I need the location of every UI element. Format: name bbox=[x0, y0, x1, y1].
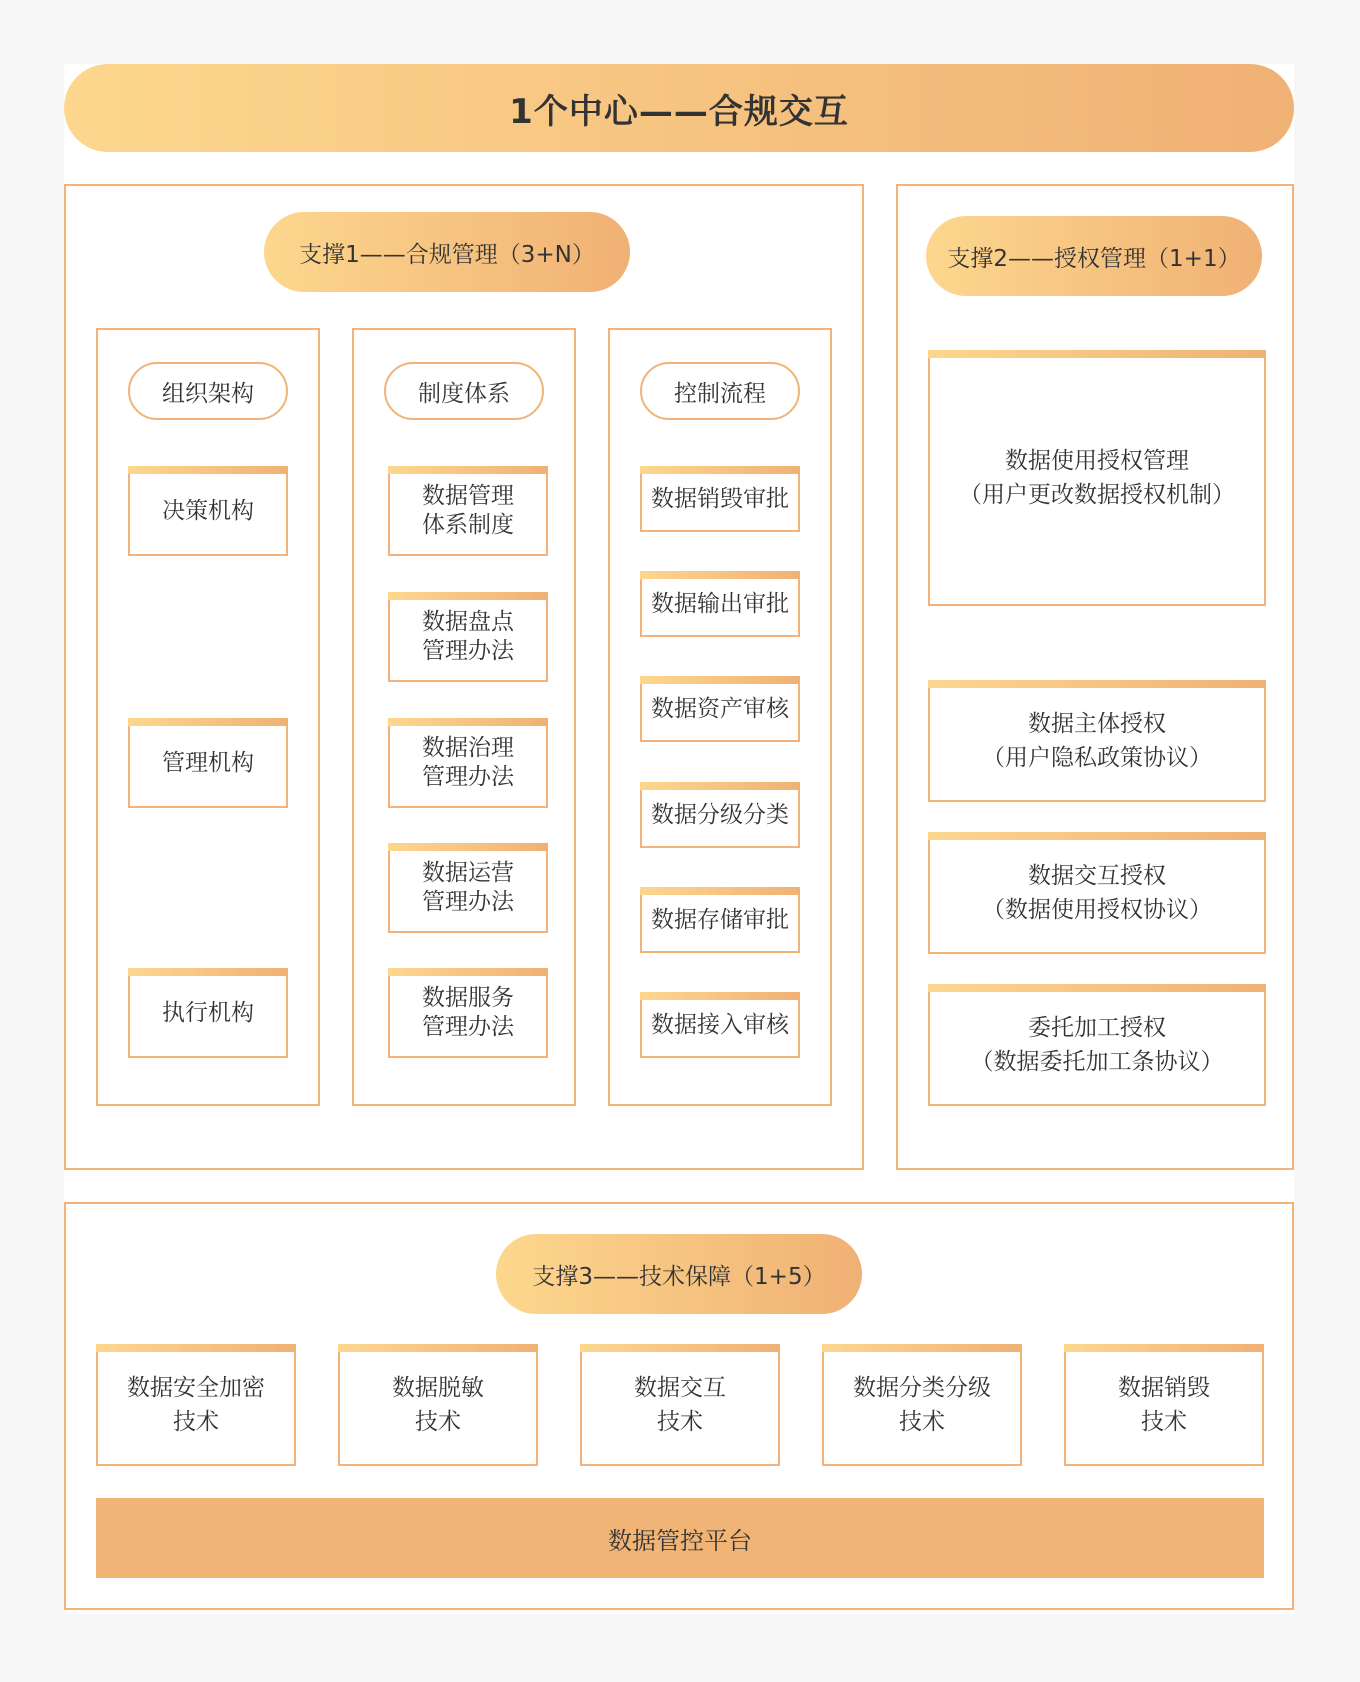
system-item-3: 数据治理 管理办法 bbox=[388, 720, 548, 808]
column-header-organization: 组织架构 bbox=[128, 362, 288, 420]
tech-item-destruction: 数据销毁 技术 bbox=[1064, 1346, 1264, 1466]
tech-item-interaction: 数据交互 技术 bbox=[580, 1346, 780, 1466]
system-item-5: 数据服务 管理办法 bbox=[388, 970, 548, 1058]
org-item-execution: 执行机构 bbox=[128, 970, 288, 1058]
process-item-4: 数据分级分类 bbox=[640, 784, 800, 848]
process-item-3: 数据资产审核 bbox=[640, 678, 800, 742]
process-item-5: 数据存储审批 bbox=[640, 889, 800, 953]
process-item-6: 数据接入审核 bbox=[640, 994, 800, 1058]
center-title: 1个中心——合规交互 bbox=[509, 91, 849, 132]
org-item-management: 管理机构 bbox=[128, 720, 288, 808]
support2-title: 支撑2——授权管理（1+1） bbox=[947, 245, 1241, 272]
column-header-system: 制度体系 bbox=[384, 362, 544, 420]
center-title-pill bbox=[64, 64, 1294, 152]
auth-item-interaction: 数据交互授权 （数据使用授权协议） bbox=[928, 834, 1266, 954]
tech-item-encryption: 数据安全加密 技术 bbox=[96, 1346, 296, 1466]
support3-title-pill bbox=[496, 1234, 862, 1314]
tech-item-masking: 数据脱敏 技术 bbox=[338, 1346, 538, 1466]
org-item-decision: 决策机构 bbox=[128, 468, 288, 556]
system-item-2: 数据盘点 管理办法 bbox=[388, 594, 548, 682]
system-item-4: 数据运营 管理办法 bbox=[388, 845, 548, 933]
tech-item-classification: 数据分类分级 技术 bbox=[822, 1346, 1022, 1466]
system-item-1: 数据管理 体系制度 bbox=[388, 468, 548, 556]
process-item-1: 数据销毁审批 bbox=[640, 468, 800, 532]
auth-item-usage: 数据使用授权管理 （用户更改数据授权机制） bbox=[928, 352, 1266, 606]
process-item-2: 数据输出审批 bbox=[640, 573, 800, 637]
auth-item-subject: 数据主体授权 （用户隐私政策协议） bbox=[928, 682, 1266, 802]
auth-item-entrusted: 委托加工授权 （数据委托加工条协议） bbox=[928, 986, 1266, 1106]
support1-title: 支撑1——合规管理（3+N） bbox=[299, 241, 595, 268]
support3-title: 支撑3——技术保障（1+5） bbox=[532, 1263, 826, 1290]
column-header-process: 控制流程 bbox=[640, 362, 800, 420]
data-control-platform: 数据管控平台 bbox=[96, 1498, 1264, 1578]
support2-title-pill bbox=[926, 216, 1262, 296]
support1-title-pill bbox=[264, 212, 630, 292]
